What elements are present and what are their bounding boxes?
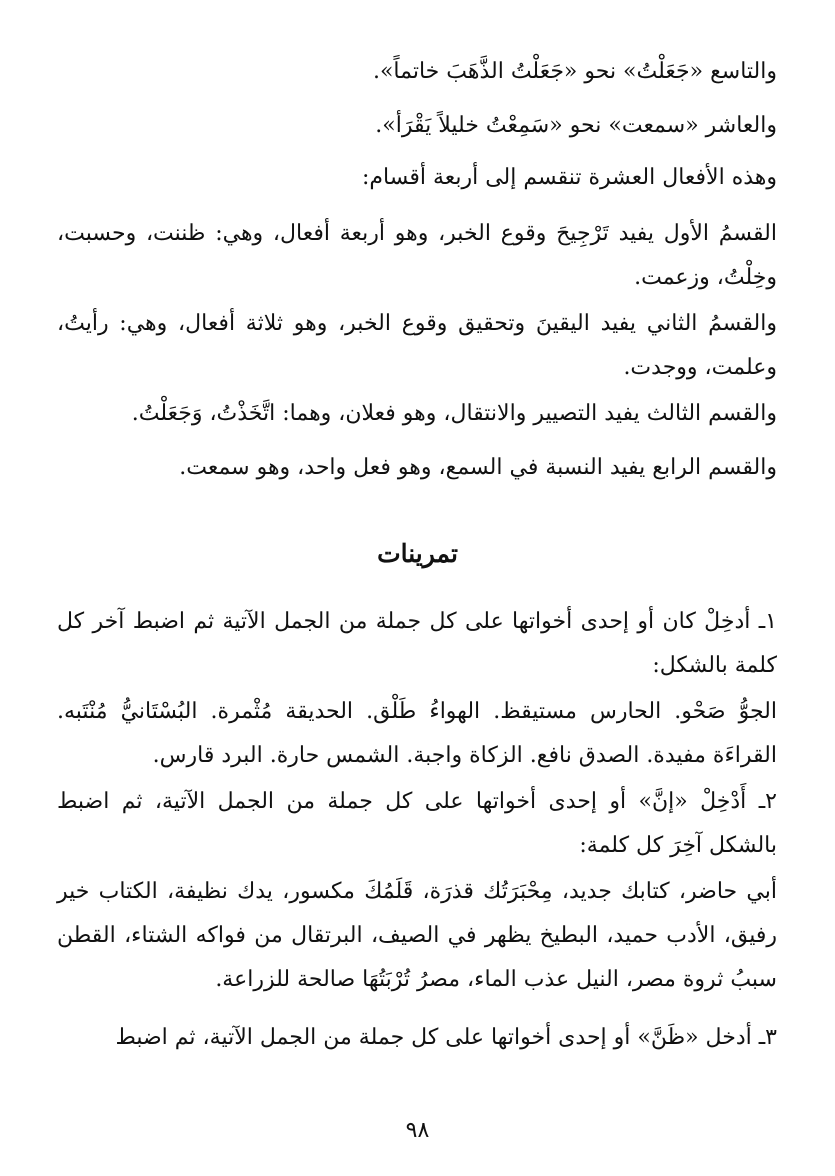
paragraph-first-section: القسمُ الأول يفيد تَرْجِيحَ وقوع الخبر، وهو أربعة أفعال، وهي: ظننت، وحسبت، وخِلْتُ، وزعمت. [57,221,777,290]
paragraph-division-intro: وهذه الأفعال العشرة تنقسم إلى أربعة أقسام: [361,165,777,190]
paragraph-third-section: والقسم الثالث يفيد التصيير والانتقال، وهو فعلان، وهما: اتَّخَذْتُ، وَجَعَلْتُ. [131,401,777,426]
exercise-2-instruction: ٢ـ أَدْخِلْ «إنَّ» أو إحدى أخواتها على كل جملة من الجمل الآتية، ثم اضبط بالشكل آخِرَ كل كلمة: [57,789,777,858]
paragraph-ninth-verb: والتاسع «جَعَلْتُ» نحو «جَعَلْتُ الذَّهَبَ خاتماً». [372,59,777,84]
exercise-2-sentences: أبي حاضر، كتابك جديد، مِحْبَرَتُك قذرَة، قَلَمُكَ مكسور، يدك نظيفة، الكتاب خير رفيق، الأدب حميد، البطيخ يظهر في الصيف، البرتقال من فواكه الشتاء، القطن سببُ ثروة مصر، النيل عذب الماء، مصرُ تُرْبَتُهَا صالحة للزراعة. [57,879,777,992]
paragraph-fourth-section: والقسم الرابع يفيد النسبة في السمع، وهو فعل واحد، وهو سمعت. [179,455,777,480]
exercise-1-sentences: الجوُّ صَحْو. الحارس مستيقظ. الهواءُ طَلْق. الحديقة مُثْمرة. البُسْتَانيُّ مُنْتَبه. القراءَة مفيدة. الصدق نافع. الزكاة واجبة. الشمس حارة. البرد قارس. [57,699,777,768]
paragraph-tenth-verb: والعاشر «سمعت» نحو «سَمِعْتُ خليلاً يَقْرَأ». [375,113,777,138]
page-number: ٩٨ [405,1118,430,1143]
paragraph-second-section: والقسمُ الثاني يفيد اليقينَ وتحقيق وقوع الخبر، وهو ثلاثة أفعال، وهي: رأيتُ، وعلمت، ووجدت. [57,311,777,380]
exercise-1-instruction: ١ـ أدخِلْ كان أو إحدى أخواتها على كل جملة من الجمل الآتية ثم اضبط آخر كل كلمة بالشكل: [57,609,777,678]
exercise-3-instruction: ٣ـ أدخل «ظَنَّ» أو إحدى أخواتها على كل جملة من الجمل الآتية، ثم اضبط [115,1025,777,1050]
exercises-heading: تمرينات [377,539,458,568]
